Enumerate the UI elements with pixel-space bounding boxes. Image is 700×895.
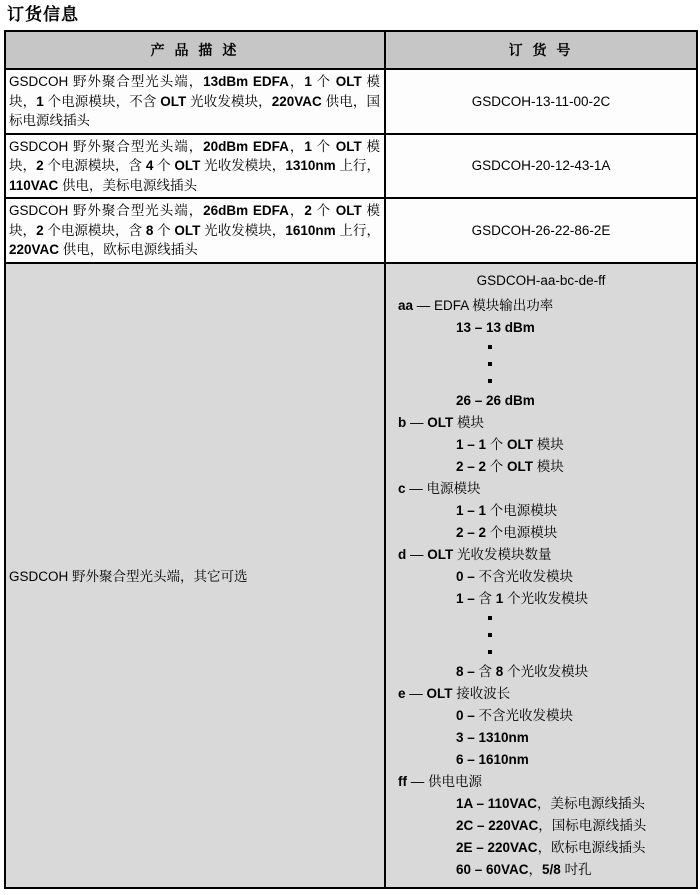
text-segment: 220VAC xyxy=(9,242,60,257)
text-segment: ，欧标电源线插头 xyxy=(537,839,646,855)
text-segment: 0 – xyxy=(456,707,475,723)
order-number-cell: GSDCOH-20-12-43-1A xyxy=(385,134,697,199)
text-segment: 个 xyxy=(311,138,336,154)
text-segment: 个 xyxy=(486,436,508,452)
text-segment: 供电，美标电源线插头 xyxy=(58,177,198,193)
text-segment: OLT xyxy=(427,414,454,430)
text-segment: OLT xyxy=(174,222,201,238)
legend-option-line xyxy=(386,727,696,749)
legend-option-line xyxy=(386,522,696,544)
text-segment: 模块 xyxy=(453,414,485,430)
legend-key-line xyxy=(386,544,696,566)
product-description-cell xyxy=(5,134,385,199)
text-segment: 1310nm xyxy=(285,158,336,173)
dot-icon xyxy=(488,633,492,637)
order-number-cell: GSDCOH-13-11-00-2C xyxy=(385,69,697,134)
legend-option-line xyxy=(386,317,696,339)
text-segment: ， xyxy=(528,861,543,877)
text-segment: GSDCOH 野外聚合型光头端， xyxy=(9,74,204,89)
legend-option-line xyxy=(386,793,696,815)
text-segment: 0 – xyxy=(456,568,475,584)
order-number-cell: GSDCOH-26-22-86-2E xyxy=(385,198,697,263)
text-segment: 个光收发模块 xyxy=(503,663,589,679)
product-description-cell xyxy=(5,198,385,263)
text-segment: 1 xyxy=(304,74,312,89)
legend-option-line xyxy=(386,837,696,859)
order-code-legend-cell xyxy=(385,263,697,888)
text-segment: 5/8 xyxy=(542,861,561,877)
ellipsis-dot xyxy=(386,356,696,373)
text-segment: 1 xyxy=(304,138,312,154)
text-segment: d xyxy=(398,546,407,562)
text-segment: aa xyxy=(398,297,414,313)
text-segment: 光收发模块数量 xyxy=(453,546,552,562)
text-segment: 上行， xyxy=(335,158,380,173)
table-row xyxy=(5,69,697,134)
text-segment: OLT xyxy=(335,74,362,89)
text-segment: OLT xyxy=(507,458,534,474)
ellipsis-dot xyxy=(386,644,696,661)
text-segment: ff xyxy=(398,773,407,789)
text-segment: 1A – 110VAC xyxy=(456,795,538,811)
legend-option-line xyxy=(386,815,696,837)
text-segment: 光收发模块， xyxy=(200,158,286,173)
text-segment: 模块 xyxy=(533,436,564,452)
ordering-info-table xyxy=(4,30,698,889)
table-row xyxy=(5,198,697,263)
text-segment: — xyxy=(406,414,428,430)
legend-key-line xyxy=(386,412,696,434)
text-segment: 供电，国标电源线插头 xyxy=(9,93,380,128)
text-segment: 个电源模块，含 xyxy=(43,158,146,173)
text-segment: 2 – 2 xyxy=(456,458,487,474)
text-segment: — EDFA 模块输出功率 xyxy=(413,297,554,313)
legend-key-line xyxy=(386,771,696,793)
text-segment: 8 xyxy=(495,663,504,679)
dot-icon xyxy=(488,650,492,654)
page-title: 订货信息 xyxy=(7,5,79,24)
text-segment: ， xyxy=(288,138,305,154)
text-segment: OLT xyxy=(507,436,534,452)
header-row xyxy=(5,31,697,69)
legend-option-line xyxy=(386,859,696,881)
text-segment: 1 – 1 xyxy=(456,502,487,518)
text-segment: GSDCOH 野外聚合型光头端， xyxy=(9,203,204,218)
text-segment: 个光收发模块 xyxy=(503,590,589,606)
legend-key-line xyxy=(386,478,696,500)
text-segment: 接收波长 xyxy=(452,685,511,701)
text-segment: — 供电电源 xyxy=(407,773,483,789)
text-segment: 个 xyxy=(311,203,336,218)
dot-icon xyxy=(488,616,492,620)
ellipsis-dot xyxy=(386,373,696,390)
text-segment: 2 – 2 xyxy=(456,524,487,540)
text-segment: 1 – 1 xyxy=(456,436,487,452)
text-segment: 26 – 26 dBm xyxy=(456,392,535,408)
text-segment: 110VAC xyxy=(9,177,59,193)
text-segment: ， xyxy=(288,203,305,218)
product-description-cell xyxy=(5,263,385,888)
legend-option-line xyxy=(386,456,696,478)
table-row xyxy=(5,134,697,199)
text-segment: 个 xyxy=(311,74,336,89)
text-segment: 26dBm EDFA xyxy=(203,203,289,218)
text-segment: 个电源模块 xyxy=(486,524,558,540)
legend-option-line xyxy=(386,500,696,522)
text-segment: 个 xyxy=(486,458,508,474)
text-segment: ， xyxy=(288,74,305,89)
order-code-legend xyxy=(386,295,696,881)
text-segment: 含 xyxy=(474,590,496,606)
text-segment: 20dBm EDFA xyxy=(203,138,289,154)
text-segment: 13 – 13 dBm xyxy=(456,319,535,335)
text-segment: ，美标电源线插头 xyxy=(537,795,646,811)
text-segment: — xyxy=(405,685,427,701)
text-segment: 吋孔 xyxy=(560,861,592,877)
text-segment: 60 – 60VAC xyxy=(456,861,529,877)
product-description-cell xyxy=(5,69,385,134)
text-segment: 光收发模块， xyxy=(200,222,286,238)
text-segment: 2 xyxy=(36,222,44,238)
text-segment: 模块， xyxy=(9,74,380,109)
dot-icon xyxy=(488,362,492,366)
text-segment: 1610nm xyxy=(285,222,336,238)
text-segment: 4 xyxy=(145,158,154,173)
table-row-custom-options xyxy=(5,263,697,888)
text-segment: 上行， xyxy=(335,222,380,238)
dot-icon xyxy=(488,379,492,383)
text-segment: 个 xyxy=(153,222,175,238)
text-segment: OLT xyxy=(335,203,362,218)
text-segment: e xyxy=(398,685,406,701)
text-segment: 8 xyxy=(145,222,154,238)
legend-option-line xyxy=(386,390,696,412)
text-segment: — 电源模块 xyxy=(405,480,481,496)
legend-key-line xyxy=(386,683,696,705)
text-segment: 2 xyxy=(36,158,44,173)
text-segment: OLT xyxy=(426,685,453,701)
legend-option-line xyxy=(386,588,696,610)
ellipsis-dot xyxy=(386,339,696,356)
legend-option-line xyxy=(386,705,696,727)
text-segment: 个电源模块，含 xyxy=(43,222,146,238)
legend-option-line xyxy=(386,566,696,588)
product-rows xyxy=(5,69,697,263)
text-segment: 不含光收发模块 xyxy=(474,707,574,723)
text-segment: 个 xyxy=(153,158,175,173)
text-segment: 220VAC xyxy=(271,93,322,109)
text-segment: GSDCOH 野外聚合型光头端，其它可选 xyxy=(9,569,248,584)
order-code-format: GSDCOH-aa-bc-de-ff xyxy=(476,272,606,288)
text-segment: 个电源模块 xyxy=(486,502,558,518)
text-segment: GSDCOH 野外聚合型光头端， xyxy=(9,138,204,154)
col-header-order-number: 订 货 号 xyxy=(385,31,697,69)
text-segment: OLT xyxy=(427,546,454,562)
col-header-product-description: 产 品 描 述 xyxy=(5,31,385,69)
text-segment: c xyxy=(398,480,406,496)
text-segment: 8 – xyxy=(456,663,475,679)
text-segment: 3 – 1310nm xyxy=(456,729,529,745)
text-segment: 2C – 220VAC xyxy=(456,817,539,833)
text-segment: 供电，欧标电源线插头 xyxy=(59,242,198,257)
text-segment: — xyxy=(406,546,428,562)
text-segment: 1 xyxy=(36,93,44,109)
text-segment: 光收发模块， xyxy=(186,93,272,109)
text-segment: OLT xyxy=(160,93,187,109)
text-segment: 1 – xyxy=(456,590,475,606)
text-segment: ，国标电源线插头 xyxy=(538,817,647,833)
text-segment: OLT xyxy=(335,138,362,154)
text-segment: b xyxy=(398,414,407,430)
dot-icon xyxy=(488,345,492,349)
text-segment: 模块 xyxy=(533,458,564,474)
text-segment: 2E – 220VAC xyxy=(456,839,538,855)
text-segment: 模块， xyxy=(9,203,380,238)
ellipsis-dot xyxy=(386,627,696,644)
ellipsis-dot xyxy=(386,610,696,627)
text-segment: 模块， xyxy=(9,138,380,173)
text-segment: 1 xyxy=(495,590,504,606)
text-segment: 个电源模块，不含 xyxy=(43,93,161,109)
text-segment: OLT xyxy=(174,158,201,173)
legend-option-line xyxy=(386,749,696,771)
text-segment: 2 xyxy=(304,203,312,218)
text-segment: 不含光收发模块 xyxy=(474,568,574,584)
legend-option-line xyxy=(386,661,696,683)
text-segment: 6 – 1610nm xyxy=(456,751,529,767)
legend-option-line xyxy=(386,434,696,456)
legend-key-line xyxy=(386,295,696,317)
text-segment: 13dBm EDFA xyxy=(203,74,289,89)
text-segment: 含 xyxy=(474,663,496,679)
